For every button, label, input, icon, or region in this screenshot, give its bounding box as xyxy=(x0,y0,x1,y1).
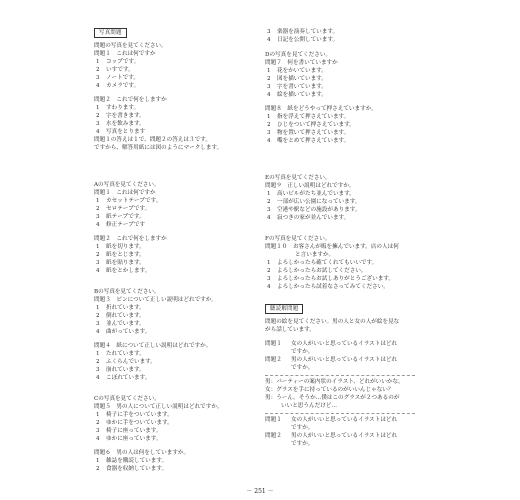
question-line: 問題７ 何を書いていますか xyxy=(265,60,338,66)
option: 2 食器を収納しています。 xyxy=(96,466,168,472)
listening-question: 問題１ 女の人がいいと思っているイラストはどれ ですか。 xyxy=(265,417,398,431)
answer-note-1: 問題１の答えは１で、問題２の答えは３です。 xyxy=(94,137,211,143)
option: 4 嘴をとめて押さえています。 xyxy=(267,138,350,144)
question-line: 問題１０ お客さんが販を擁んでいます。店の人は何 xyxy=(265,244,399,250)
option: 2 字を書きます。 xyxy=(96,113,145,119)
right-column xyxy=(265,28,430,455)
page-number: － 251 － xyxy=(246,488,274,495)
option: 4 紙をとかします。 xyxy=(96,268,151,274)
photo-d-block xyxy=(265,51,430,145)
dialog-line: いいと思うんだけど… xyxy=(281,403,337,409)
section-label-listening: 聴読解問題 xyxy=(265,304,303,314)
dialog-line: 男：パーティーの案内状のイラスト、どれがいいかな。 xyxy=(265,379,404,385)
option: 2 セロテープです。 xyxy=(96,206,151,212)
option: 2 ひじをついて押さえています。 xyxy=(267,122,355,128)
option: 2 よろしかったらお試してください。 xyxy=(267,268,367,274)
intro-line-2: 問題１ これは何ですか xyxy=(94,51,156,57)
question-line: 問題９ 正しい説明はどれですか。 xyxy=(265,183,355,189)
question-line: 問題３ ピンについて正しい説明はどれですか。 xyxy=(94,297,217,303)
photo-a-block xyxy=(94,181,254,275)
option: 1 折れています。 xyxy=(96,305,145,311)
left-column xyxy=(94,28,254,480)
photo-f-block xyxy=(265,235,430,291)
option: 2 紙をとじます。 xyxy=(96,252,145,258)
option: 3 空港や駅などの施設があります。 xyxy=(267,207,361,213)
question-line: 問題２ これで何をしますか xyxy=(94,97,167,103)
listening-question: 問題２ 男の人がいいと思っているイラストはどれ ですか。 xyxy=(265,433,398,447)
question-line: 問題５ 男の人について正しい説明はどれですか。 xyxy=(94,404,223,410)
option: 1 紙を切ります。 xyxy=(96,244,145,250)
question-line: Aの写真を見てください。 xyxy=(94,182,160,188)
option: 3 椅子に座っています。 xyxy=(96,428,162,434)
option: 4 こぼれています。 xyxy=(96,375,151,381)
photo-e-block xyxy=(265,174,430,222)
option: 2 図を描いています。 xyxy=(267,76,327,82)
option: 3 字を書いています。 xyxy=(267,84,327,90)
option: 2 ゆかに手をついています。 xyxy=(96,420,173,426)
question-line: Dの写真を見てください。 xyxy=(265,52,332,58)
option: 4 曲がっています。 xyxy=(96,329,151,335)
photo-c-block xyxy=(94,395,254,473)
dialog-line: 女：グラスを手に持っているのがいいんじゃない？ xyxy=(265,387,394,393)
option: 1 高いビルがたち並んでいます。 xyxy=(267,191,355,197)
option: 1 コップです。 xyxy=(96,59,140,65)
option: 4 日記を公開しています。 xyxy=(267,37,339,43)
option: 1 指を浮えて押さえています。 xyxy=(267,114,350,120)
divider xyxy=(265,375,415,376)
answer-note-2: ですから、解答用紙には図のようにマークします。 xyxy=(94,145,223,151)
question-line: 問題１ これは何ですか xyxy=(94,190,156,196)
option: 3 紙テープです。 xyxy=(96,214,145,220)
option: 1 花をかいています。 xyxy=(267,68,327,74)
option: 3 崩れています。 xyxy=(96,367,145,373)
photo-b-block xyxy=(94,288,254,382)
option: 3 よろしかったらお試しありがとうございます。 xyxy=(267,276,395,282)
listening-intro-2: がら話しています。 xyxy=(265,327,315,333)
option: 4 写真をとります xyxy=(96,129,146,135)
option: 1 すわります。 xyxy=(96,105,140,111)
option: 4 ゆかに座っています。 xyxy=(96,436,162,442)
option: 2 いすです。 xyxy=(96,67,134,73)
intro-line-1: 問題の写真を見てください。 xyxy=(94,43,167,49)
photo-c-continued xyxy=(265,28,430,44)
divider xyxy=(265,413,415,414)
option: 4 修正テープです xyxy=(96,222,146,228)
option: 2 ふくらんでいます。 xyxy=(96,359,156,365)
question-line: Fの写真を見てください。 xyxy=(265,236,331,242)
listening-block xyxy=(265,318,430,448)
option: 1 椅子に手をついています。 xyxy=(96,412,173,418)
option: 3 並んでいます。 xyxy=(96,321,145,327)
option: 4 よろしかったら試着なさってみてください。 xyxy=(267,284,389,290)
option: 3 水を飲みます。 xyxy=(96,121,145,127)
question-line: 問題６ 男の人は何をしていますか。 xyxy=(94,450,190,456)
question-line: 問題２ これで何をしますか xyxy=(94,236,167,242)
option: 1 よろしかったら確てくれてもいいです。 xyxy=(267,260,378,266)
question-line: Eの写真を見てください。 xyxy=(265,175,331,181)
listening-question: 問題１ 女の人がいいと思っているイラストはどれ ですか。 xyxy=(265,341,398,355)
question-line: 問題８ 紙をどうやって押さえていますか。 xyxy=(265,106,377,112)
option: 3 ノートです。 xyxy=(96,75,139,81)
intro-block xyxy=(94,42,254,152)
section-label-photo: 写真問題 xyxy=(94,28,127,38)
option: 3 紙を貼ります。 xyxy=(96,260,145,266)
option: 3 楽器を演奏しています。 xyxy=(267,29,339,35)
option: 1 雑誌を購読しています。 xyxy=(96,458,168,464)
question-line: 問題４ 紙について正しい説明はどれですか。 xyxy=(94,343,212,349)
option: 4 寂つきの家が並んでいます。 xyxy=(267,215,350,221)
listening-intro-1: 問題の絵を見てください。男の人と女の人が絵を見な xyxy=(265,319,400,325)
option: 3 物を置いて押さえています。 xyxy=(267,130,350,136)
dialog-line: 男：うーん。そうか…僕はこのグラスが２つあるのが xyxy=(265,395,400,401)
question-line-continued: と言いますか。 xyxy=(295,252,335,258)
option: 1 たれています。 xyxy=(96,351,145,357)
question-line: Cの写真を見てください。 xyxy=(94,396,160,402)
option: 2 倒れています。 xyxy=(96,313,145,319)
listening-question: 問題２ 男の人がいいと思っているイラストはどれ ですか。 xyxy=(265,357,398,371)
option: 4 カメラです。 xyxy=(96,83,140,89)
option: 1 カセットテープです。 xyxy=(96,198,162,204)
question-line: Bの写真を見てください。 xyxy=(94,289,160,295)
option: 2 一部が広い公園になっています。 xyxy=(267,199,361,205)
option: 4 絵を描いています。 xyxy=(267,92,327,98)
